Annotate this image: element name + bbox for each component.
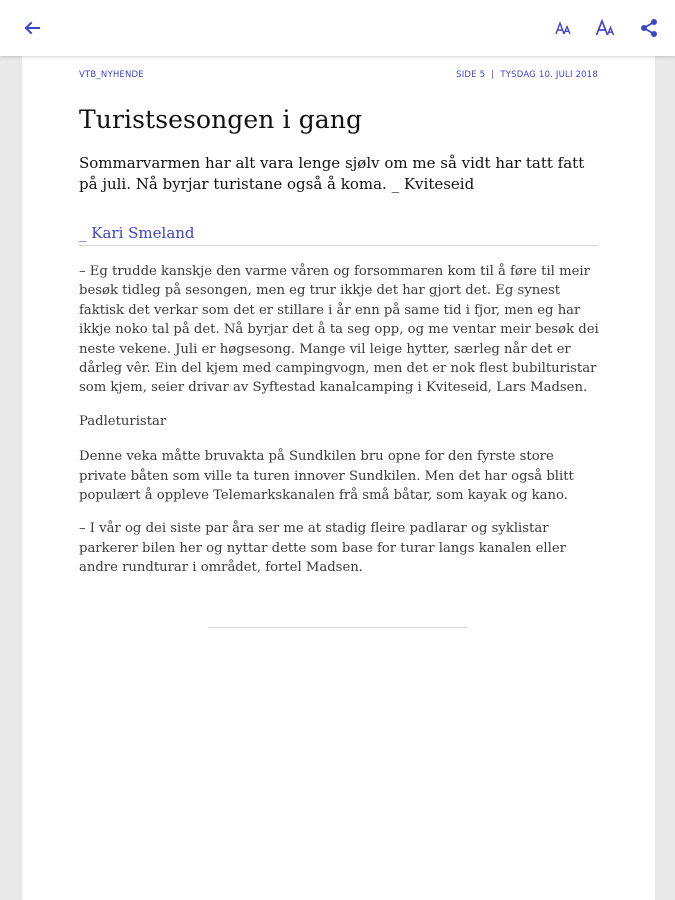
article-headline: Turistsesongen i gang — [79, 105, 363, 134]
article-page — [22, 56, 655, 900]
page-date-line — [456, 70, 598, 80]
font-size-small-icon — [554, 19, 574, 37]
decrease-font-size-button[interactable] — [551, 14, 577, 42]
page-number: SIDE 5 — [456, 70, 486, 80]
share-icon — [639, 18, 659, 38]
increase-font-size-button[interactable] — [592, 14, 620, 42]
share-button[interactable] — [636, 14, 662, 42]
meta-separator: | — [491, 70, 495, 80]
arrow-left-icon — [23, 20, 41, 36]
body-paragraph: Denne veka måtte bruvakta på Sundkilen bru opne for den fyrste store private båten som ville ta turen innover Sundkilen. Men det har også blitt populært å oppleve Telemarkskanalen frå små båtar, som kayak og kano. — [79, 449, 574, 504]
article-body — [79, 262, 602, 592]
section-label: VTB_NYHENDE — [79, 70, 144, 80]
author-byline[interactable]: _ Kari Smeland — [79, 224, 195, 242]
body-paragraph: – Eg trudde kanskje den varme våren og forsommaren kom til å føre til meir besøk tidleg på sesongen, men eg trur ikkje det har gjort det. Eg synest faktisk det verkar som det er stillare i år enn på same tid i fjor, men eg har ikkje noko tal på det. Nå byrjar det å ta seg opp, og me ventar meir besøk dei neste vekene. Juli er høgsesong. Mange vil leige hytter, særleg når det er dårleg vêr. Ein del kjem med campingvogn, men det er nok flest bubilturistar som kjem, seier drivar av Syftestad kanalcamping i Kviteseid, Lars Madsen. — [79, 264, 599, 396]
subheading: Padleturistar — [79, 413, 167, 429]
article-lead: Sommarvarmen har alt vara lenge sjølv om me så vidt har tatt fatt på juli. Nå byrjar turistane også å koma. _ Kviteseid — [79, 154, 585, 193]
top-app-bar — [0, 0, 675, 56]
font-size-large-icon — [595, 18, 617, 38]
back-button[interactable] — [18, 14, 46, 42]
byline-divider — [79, 245, 598, 246]
publish-date: TYSDAG 10. JULI 2018 — [500, 70, 598, 80]
article-end-divider — [208, 627, 468, 628]
body-paragraph: – I vår og dei siste par åra ser me at stadig fleire padlarar og syklistar parkerer bilen her og nyttar dette som base for turar langs kanalen eller andre rundturar i området, fortel Madsen. — [79, 521, 566, 576]
